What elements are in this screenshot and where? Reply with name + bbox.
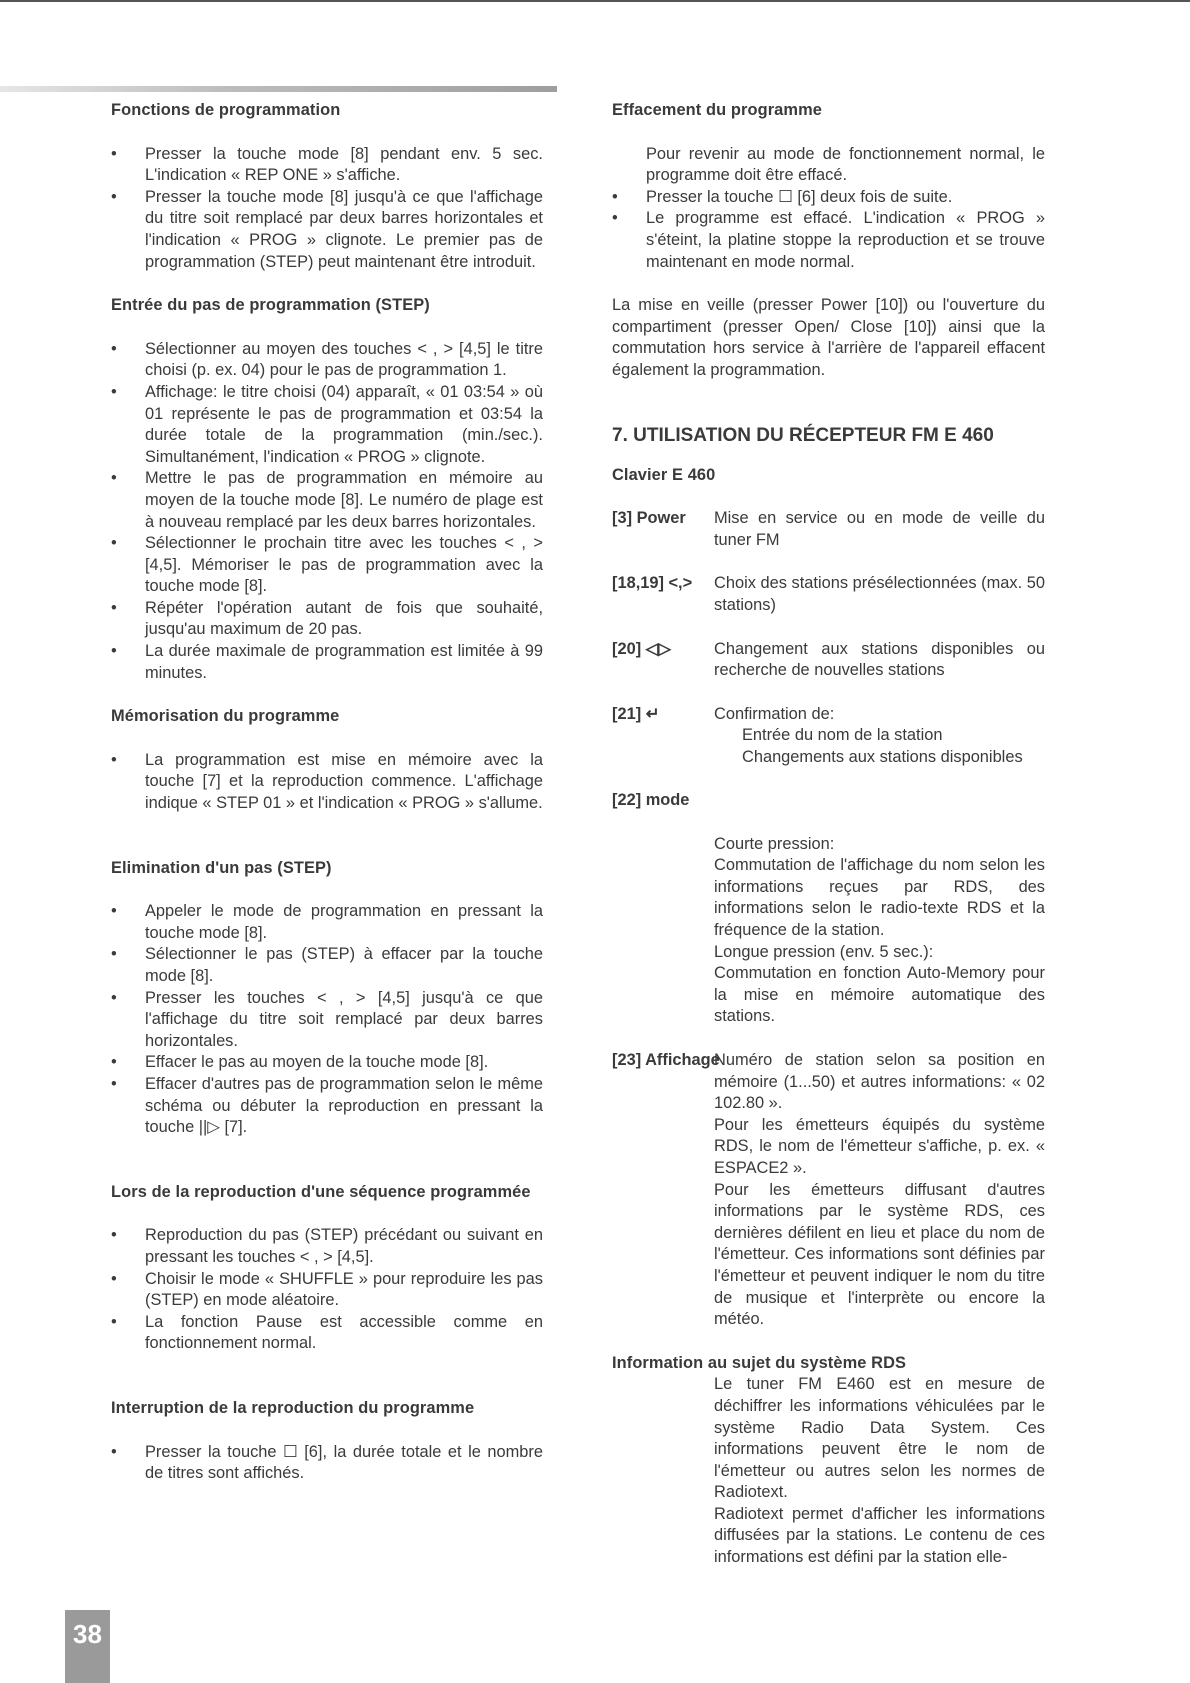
section-title-elimination: Elimination d'un pas (STEP) [111, 858, 332, 877]
chapter-heading: 7. UTILISATION DU RÉCEPTEUR FM E 460 [612, 424, 994, 446]
enter-item: Entrée du nom de la station [742, 726, 943, 745]
list-fonctions [111, 144, 543, 274]
list-interruption [111, 1442, 543, 1485]
key-affichage [612, 1050, 1045, 1331]
right-column [612, 100, 1045, 1569]
list-item: • Le programme est effacé. L'indication « PROG » s'éteint, la platine stoppe la reproduction et se trouve maintenant en mode normal. [612, 208, 1045, 273]
key-enter [612, 704, 1045, 769]
effacement-intro [612, 144, 1045, 187]
list-item: • Choisir le mode « SHUFFLE » pour reproduire les pas (STEP) en mode aléatoire. [111, 1269, 543, 1312]
clavier-title: Clavier E 460 [612, 465, 716, 484]
key-description: Mise en service ou en mode de veille du tuner FM [714, 509, 1045, 549]
list-item: • Appeler le mode de programmation en pressant la touche mode [8]. [111, 901, 543, 944]
list-item: • Sélectionner au moyen des touches < , > [4,5] le titre choisi (p. ex. 04) pour le pas de programmation 1. [111, 339, 543, 382]
mode-description [612, 812, 1045, 1028]
key-label: [3] Power [612, 509, 686, 528]
section-title-memorisation: Mémorisation du programme [111, 707, 340, 726]
key-description [714, 1050, 1045, 1331]
list-item: • Effacer le pas au moyen de la touche mode [8]. [111, 1052, 543, 1074]
enter-text: Confirmation de: [714, 704, 835, 723]
section-title-rds: Information au sujet du système RDS [612, 1353, 907, 1372]
affichage-text: Pour les émetteurs équipés du système RDS, le nom de l'émetteur s'affiche, p. ex. « ESPACE2 ». [714, 1115, 1045, 1177]
list-item: • La durée maximale de programmation est limitée à 99 minutes. [111, 641, 543, 684]
list-elimination [111, 901, 543, 1139]
mode-short: Courte pression: [714, 834, 835, 853]
list-item: • La fonction Pause est accessible comme en fonctionnement normal. [111, 1312, 543, 1355]
key-presets [612, 573, 1045, 616]
effacement-paragraph: Pour revenir au mode de fonctionnement normal, le programme doit être effacé. [646, 144, 1045, 185]
list-item: • Presser la touche ☐ [6], la durée totale et le nombre de titres sont affichés. [111, 1442, 543, 1485]
list-item: • La programmation est mise en mémoire avec la touche [7] et la reproduction commence. L'affichage indique « STEP 01 » et l'indication « PROG » s'allume. [111, 750, 543, 815]
key-mode [612, 790, 1045, 812]
section-title-fonctions: Fonctions de programmation [111, 101, 341, 119]
key-label: [18,19] <,> [612, 574, 693, 593]
list-item: • Sélectionner le pas (STEP) à effacer par la touche mode [8]. [111, 944, 543, 987]
section-title-effacement: Effacement du programme [612, 101, 822, 119]
mode-short-text: Commutation de l'affichage du nom selon les informations reçues par RDS, des informations selon le radio-texte RDS et la fréquence de la station. [714, 856, 1045, 940]
list-effacement [612, 187, 1045, 273]
rds-description [612, 1374, 1045, 1568]
veille-paragraph: La mise en veille (presser Power [10]) ou l'ouverture du compartiment (presser Open/ Close [10]) ainsi que la commutation hors service à l'arrière de l'appareil effacent également la programmation. [612, 296, 1045, 379]
list-item: • Répéter l'opération autant de fois que souhaité, jusqu'au maximum de 20 pas. [111, 598, 543, 641]
page-number: 38 [65, 1610, 110, 1683]
rds-paragraph: Le tuner FM E460 est en mesure de déchiffrer les informations véhiculées par le système Radio Data System. Ces informations peuvent être le nom de l'émetteur ou autres selon les normes de Radiotext. [714, 1375, 1045, 1502]
key-description: Choix des stations présélectionnées (max. 50 stations) [714, 574, 1045, 614]
list-item: • Mettre le pas de programmation en mémoire au moyen de la touche mode [8]. Le numéro de plage est à nouveau remplacé par les deux barres horizontales. [111, 468, 543, 533]
section-title-interruption: Interruption de la reproduction du programme [111, 1398, 475, 1417]
key-label: [22] mode [612, 791, 690, 810]
list-item: • Sélectionner le prochain titre avec les touches < , > [4,5]. Mémoriser le pas de programmation avec la touche mode [8]. [111, 533, 543, 598]
key-power [612, 508, 1045, 551]
key-label: [21] ↵ [612, 704, 660, 723]
affichage-text: Pour les émetteurs diffusant d'autres informations par le système RDS, ces dernières défilent en lieu et place du nom de l'émetteur. Ces informations sont définies par l'émetteur et peuvent indiquer le nom du titre de musique et l'interprète ou encore la météo. [714, 1180, 1045, 1329]
list-item: • Reproduction du pas (STEP) précédant ou suivant en pressant les touches < , > [4,5]. [111, 1225, 543, 1268]
list-memorisation [111, 750, 543, 815]
key-tuning [612, 639, 1045, 682]
section-title-entree: Entrée du pas de programmation (STEP) [111, 296, 430, 315]
list-entree [111, 339, 543, 685]
mode-long: Longue pression (env. 5 sec.): [714, 942, 934, 961]
list-item: • Presser la touche mode [8] pendant env. 5 sec. L'indication « REP ONE » s'affiche. [111, 144, 543, 187]
list-reproduction [111, 1225, 543, 1355]
key-label: [20] ◁▷ [612, 639, 671, 658]
list-item: • Presser les touches < , > [4,5] jusqu'à ce que l'affichage du titre soit remplacé par deux barres horizontales. [111, 988, 543, 1053]
header-bar [0, 86, 557, 92]
top-rule [0, 0, 1190, 2]
affichage-text: Numéro de station selon sa position en mémoire (1...50) et autres informations: « 02 102.80 ». [714, 1051, 1045, 1113]
key-label: [23] Affichage [612, 1051, 720, 1069]
enter-item: Changements aux stations disponibles [742, 747, 1023, 766]
list-item: • Presser la touche mode [8] jusqu'à ce que l'affichage du titre soit remplacé par deux barres horizontales et l'indication « PROG » clignote. Le premier pas de programmation (STEP) peut maintenant être introduit. [111, 187, 543, 273]
key-description: Changement aux stations disponibles ou recherche de nouvelles stations [714, 639, 1045, 680]
list-item: • Affichage: le titre choisi (04) apparaît, « 01 03:54 » où 01 représente le pas de programmation et 03:54 la durée totale de la programmation (min./sec.). Simultanément, l'indication « PROG » clignote. [111, 382, 543, 468]
rds-paragraph: Radiotext permet d'afficher les informations diffusées par la stations. Le contenu de ces informations est défini par la station elle- [714, 1504, 1045, 1567]
left-column [111, 100, 543, 1485]
list-item: • Effacer d'autres pas de programmation selon le même schéma ou débuter la reproduction en pressant la touche ||▷ [7]. [111, 1074, 543, 1139]
section-title-reproduction: Lors de la reproduction d'une séquence programmée [111, 1182, 531, 1201]
key-description [714, 704, 1045, 769]
list-item: • Presser la touche ☐ [6] deux fois de suite. [612, 187, 1045, 209]
mode-long-text: Commutation en fonction Auto-Memory pour la mise en mémoire automatique des stations. [714, 964, 1045, 1026]
